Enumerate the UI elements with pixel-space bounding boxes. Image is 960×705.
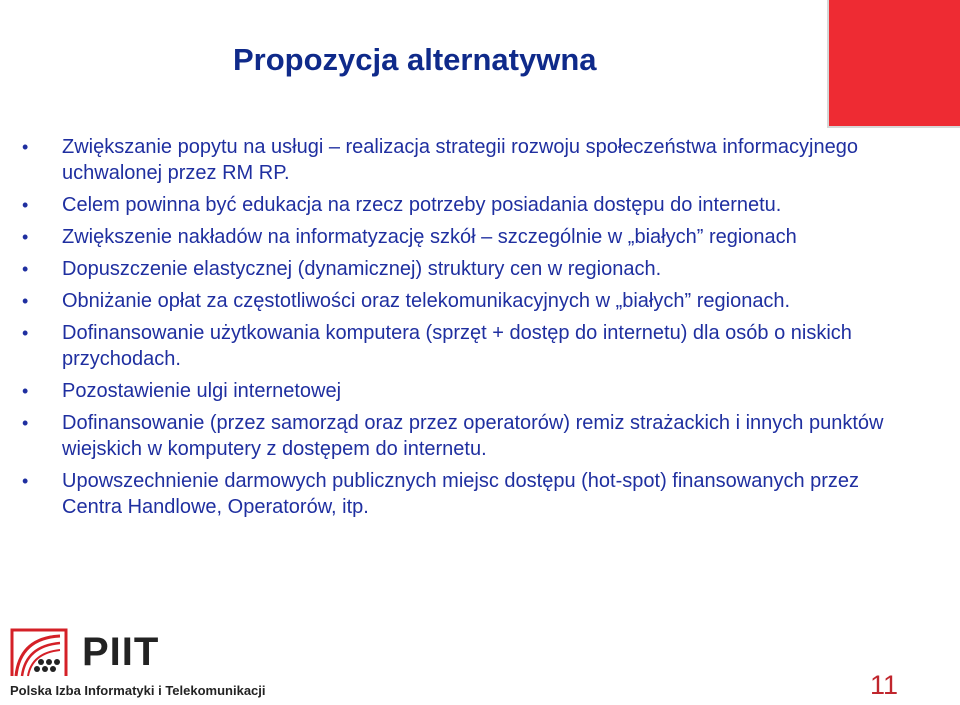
bullet-text: Pozostawienie ulgi internetowej (62, 380, 342, 402)
bullet-item (0, 224, 960, 250)
bullet-list (0, 134, 960, 526)
bullet-text: Obniżanie opłat za częstotliwości oraz telekomunikacyjnych w „białych” regionach. (62, 290, 791, 312)
bullet-item (0, 378, 960, 404)
bullet-text: Zwiększanie popytu na usługi – realizacja strategii rozwoju społeczeństwa informacyjnego uchwalonej przez RM RP. (62, 136, 858, 184)
bullet-item (0, 192, 960, 218)
page-number: 11 (869, 670, 898, 700)
bullet-dot-icon: • (22, 381, 29, 401)
bullet-item (0, 468, 960, 520)
bullet-dot-icon: • (22, 227, 29, 247)
red-accent-square (827, 0, 960, 128)
bullet-dot-icon: • (22, 137, 29, 157)
bullet-item (0, 256, 960, 282)
bullet-dot-icon: • (22, 195, 29, 215)
bullet-text: Dofinansowanie (przez samorząd oraz przez operatorów) remiz strażackich i innych punktów wiejskich w komputery z dostępem do internetu. (62, 412, 884, 460)
bullet-text: Zwiększenie nakładów na informatyzację szkół – szczególnie w „białych” regionach (62, 226, 797, 248)
piit-logo (10, 628, 320, 698)
bullet-item (0, 410, 960, 462)
slide-title: Propozycja alternatywna (233, 42, 597, 77)
bullet-item (0, 288, 960, 314)
bullet-dot-icon: • (22, 471, 29, 491)
bullet-text: Celem powinna być edukacja na rzecz potrzeby posiadania dostępu do internetu. (62, 194, 782, 216)
bullet-dot-icon: • (22, 323, 29, 343)
bullet-item (0, 134, 960, 186)
bullet-text: Dofinansowanie użytkowania komputera (sprzęt + dostęp do internetu) dla osób o niskich przychodach. (62, 322, 852, 370)
piit-logo-icon (10, 628, 68, 678)
bullet-dot-icon: • (22, 259, 29, 279)
logo-name: PIIT (82, 630, 160, 674)
logo-subtitle: Polska Izba Informatyki i Telekomunikacji (10, 683, 266, 698)
bullet-item (0, 320, 960, 372)
bullet-text: Dopuszczenie elastycznej (dynamicznej) struktury cen w regionach. (62, 258, 662, 280)
bullet-dot-icon: • (22, 413, 29, 433)
bullet-text: Upowszechnienie darmowych publicznych miejsc dostępu (hot-spot) finansowanych przez Centra Handlowe, Operatorów, itp. (62, 470, 860, 518)
bullet-dot-icon: • (22, 291, 29, 311)
